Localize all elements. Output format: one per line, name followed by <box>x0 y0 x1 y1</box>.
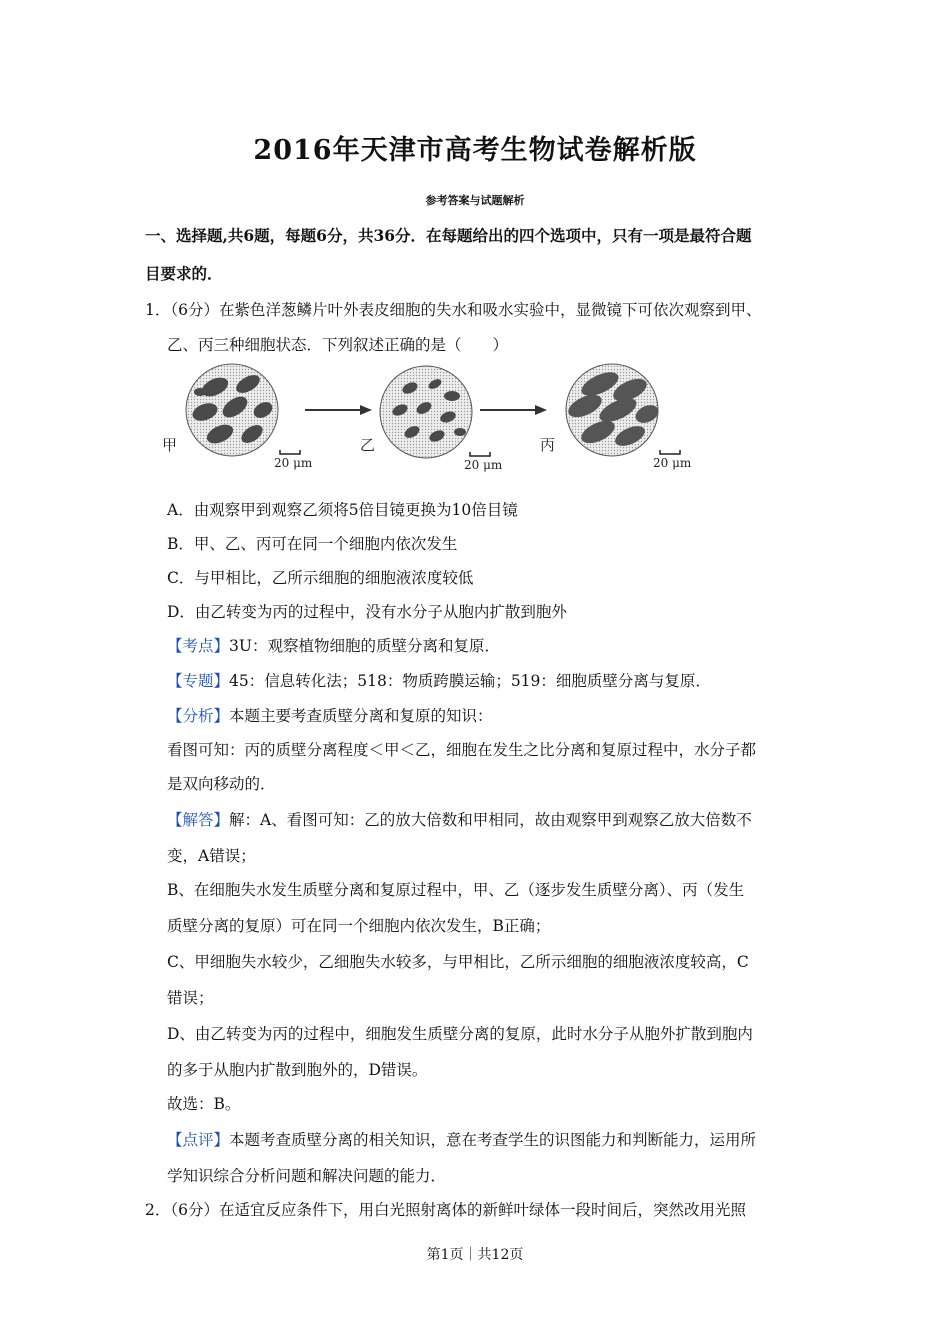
cell-view-yi <box>380 366 472 458</box>
kaodian-tag: 【考点】 <box>167 637 230 655</box>
jieda-line-6: 错误； <box>167 989 214 1007</box>
zhuanti-text: 45：信息转化法；518：物质跨膜运输；519：细胞质壁分离与复原． <box>229 672 711 690</box>
jieda-text: 解：A、看图可知：乙的放大倍数和甲相同，故由观察甲到观察乙放大倍数不 <box>229 811 752 829</box>
kaodian-line <box>167 634 500 656</box>
question-text: （6分）在适宜反应条件下，用白光照射离体的新鲜叶绿体一段时间后，突然改用光照 <box>170 1201 746 1219</box>
dianping-text: 本题考查质壁分离的相关知识，意在考查学生的识图能力和判断能力，运用所 <box>229 1131 757 1149</box>
jieda-line <box>167 808 752 830</box>
fenxi-line-2: 看图可知：丙的质壁分离程度＜甲＜乙，细胞在发生之比分离和复原过程中，水分子都 <box>167 741 757 759</box>
dianping-line <box>167 1128 756 1150</box>
answer-line: 故选：B。 <box>167 1095 241 1113</box>
fenxi-line <box>167 704 493 726</box>
section-header: 一、选择题,共6题，每题6分，共36分．在每题给出的四个选项中，只有一项是最符合题 <box>145 226 752 245</box>
fenxi-text: 本题主要考查质壁分离和复原的知识： <box>229 707 493 725</box>
question-2-stem <box>145 1198 746 1220</box>
jieda-line-8: 的多于从胞内扩散到胞外的，D错误。 <box>167 1061 428 1079</box>
cell-view-bing <box>565 364 661 456</box>
jieda-line-7: D、由乙转变为丙的过程中，细胞发生质壁分离的复原，此时水分子从胞外扩散到胞内 <box>167 1025 753 1043</box>
option-b: B．甲、乙、丙可在同一个细胞内依次发生 <box>167 535 458 553</box>
section-header-cont: 目要求的． <box>145 264 223 283</box>
fenxi-line-3: 是双向移动的． <box>167 775 276 793</box>
label-jia: 甲 <box>162 436 178 454</box>
scale-label-3: 20 μm <box>653 456 692 470</box>
dianping-line-2: 学知识综合分析问题和解决问题的能力． <box>167 1167 447 1185</box>
page-subtitle: 参考答案与试题解析 <box>425 194 525 207</box>
question-1-stem <box>145 298 762 320</box>
scale-label-2: 20 μm <box>464 458 503 472</box>
jieda-line-5: C、甲细胞失水较少，乙细胞失水较多，与甲相比，乙所示细胞的细胞液浓度较高，C <box>167 953 749 971</box>
option-d: D．由乙转变为丙的过程中，没有水分子从胞内扩散到胞外 <box>167 603 567 621</box>
option-c: C．与甲相比，乙所示细胞的细胞液浓度较低 <box>167 569 474 587</box>
label-bing: 丙 <box>540 436 556 454</box>
scale-label-1: 20 μm <box>274 456 313 470</box>
question-number: 1． <box>145 301 171 319</box>
zhuanti-line <box>167 669 711 691</box>
question-number: 2． <box>145 1201 171 1219</box>
kaodian-text: 3U：观察植物细胞的质壁分离和复原． <box>229 637 500 655</box>
jieda-line-4: 质壁分离的复原）可在同一个细胞内依次发生，B正确； <box>167 917 551 935</box>
option-a: A．由观察甲到观察乙须将5倍目镜更换为10倍目镜 <box>167 501 518 519</box>
microscope-figure <box>160 362 710 474</box>
zhuanti-tag: 【专题】 <box>167 672 230 690</box>
jieda-line-3: B、在细胞失水发生质壁分离和复原过程中，甲、乙（逐步发生质壁分离）、丙（发生 <box>167 881 745 899</box>
page-title: 2016年天津市高考生物试卷解析版 <box>253 135 697 166</box>
page-footer: 第1页｜共12页 <box>426 1247 524 1263</box>
question-text: （6分）在紫色洋葱鳞片叶外表皮细胞的失水和吸水实验中，显微镜下可依次观察到甲、 <box>170 301 762 319</box>
jieda-line-2: 变，A错误； <box>167 847 256 865</box>
dianping-tag: 【点评】 <box>167 1131 230 1149</box>
label-yi: 乙 <box>360 436 376 454</box>
jieda-tag: 【解答】 <box>167 811 230 829</box>
fenxi-tag: 【分析】 <box>167 707 230 725</box>
cell-view-jia <box>186 364 278 456</box>
question-1-stem-cont: 乙、丙三种细胞状态．下列叙述正确的是（ ） <box>167 336 509 354</box>
